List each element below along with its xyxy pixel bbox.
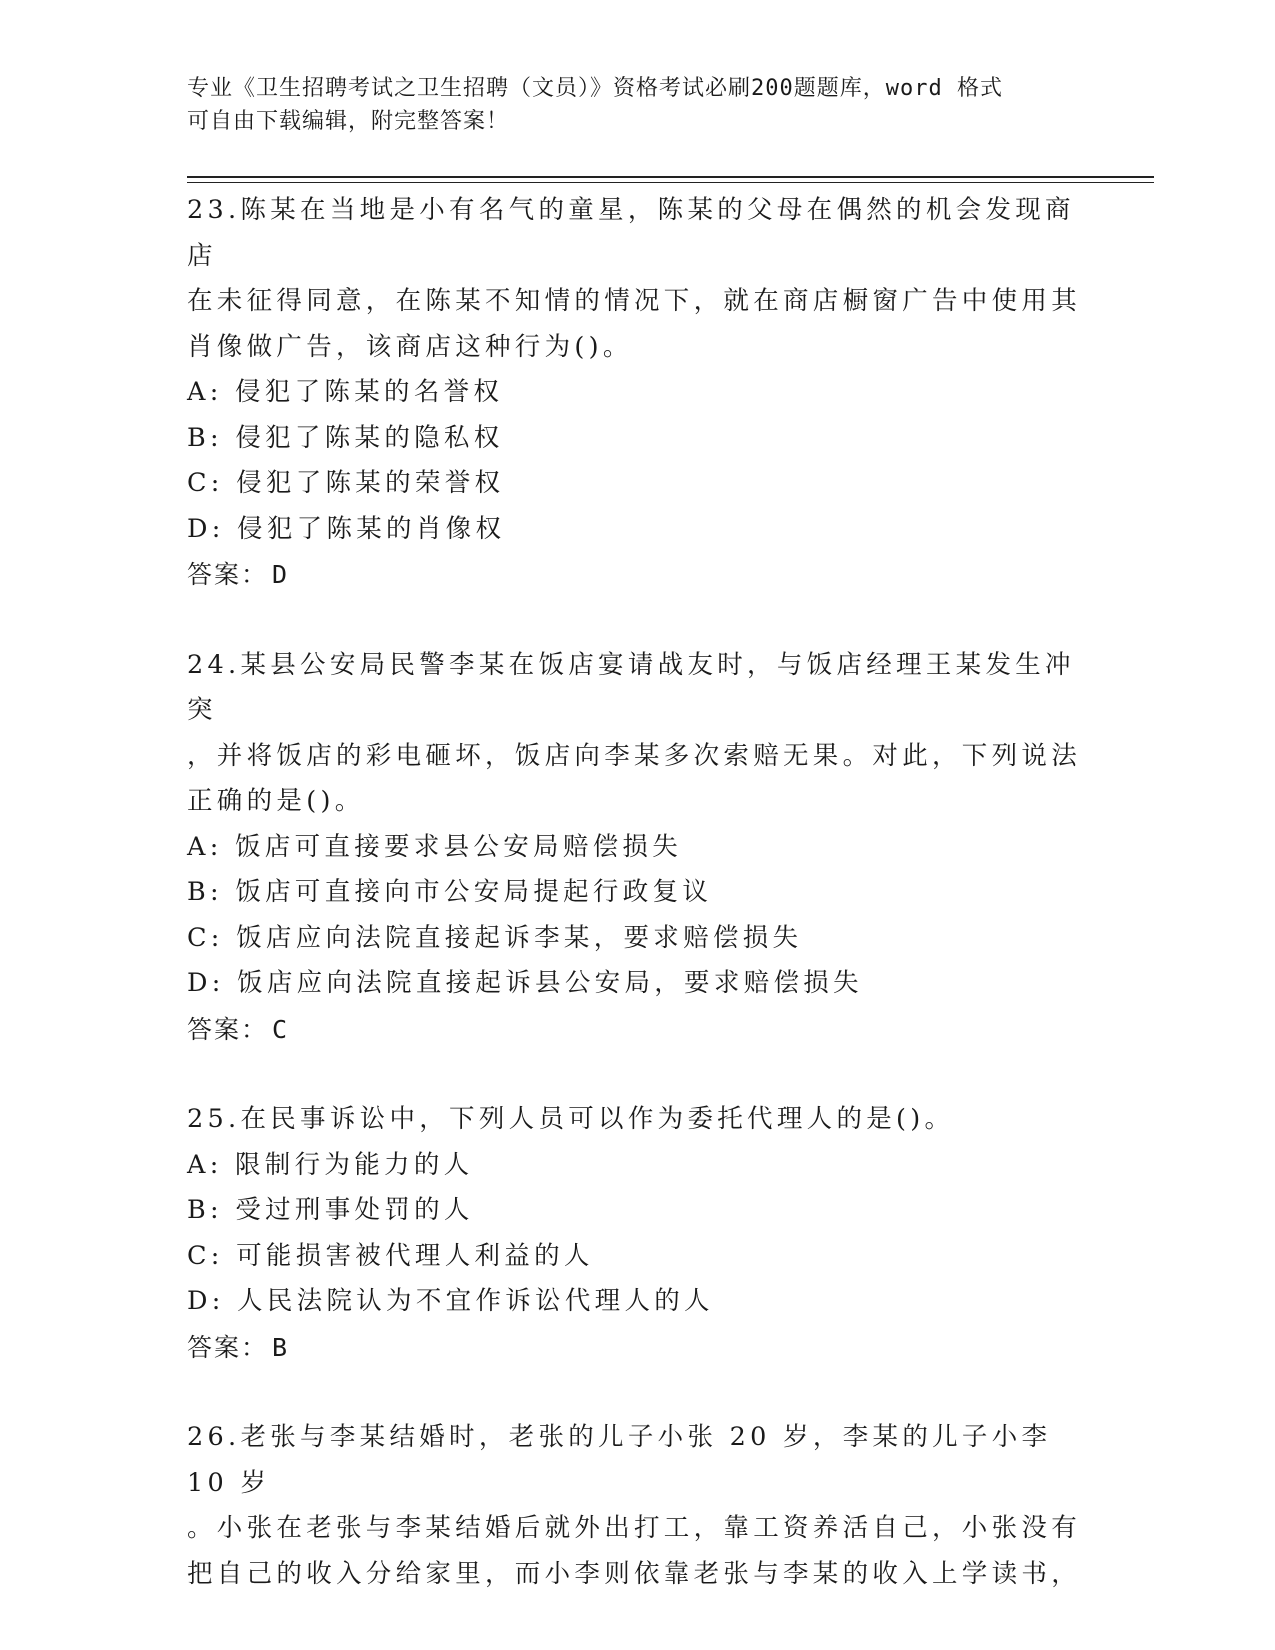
question-text-line: 。小张在老张与李某结婚后就外出打工，靠工资养活自己，小张没有	[187, 1513, 1082, 1543]
question-gap	[187, 1370, 1087, 1415]
option-b: B: 受过刑事处罚的人	[187, 1195, 474, 1225]
question-text-line: 肖像做广告，该商店这种行为()。	[187, 331, 633, 362]
question-26	[187, 1415, 1087, 1597]
answer-label: 答案：	[187, 1014, 269, 1044]
option-d: D: 饭店应向法院直接起诉县公安局，要求赔偿损失	[187, 968, 863, 998]
question-text-line: 在未征得同意，在陈某不知情的情况下，就在商店橱窗广告中使用其	[187, 286, 1082, 316]
header-line-1: 专业《卫生招聘考试之卫生招聘（文员）》资格考试必刷200题题库，word 格式	[187, 76, 1003, 101]
question-text-line: 26.老张与李某结婚时，老张的儿子小张 20 岁，李某的儿子小李 10 岁	[187, 1422, 1052, 1498]
question-text-line: 25.在民事诉讼中，下列人员可以作为委托代理人的是()。	[187, 1104, 955, 1134]
question-text-line: 把自己的收入分给家里，而小李则依靠老张与李某的收入上学读书，	[187, 1558, 1082, 1589]
question-23	[187, 188, 1087, 598]
question-text-line: 24.某县公安局民警李某在饭店宴请战友时，与饭店经理王某发生冲突	[187, 649, 1075, 725]
answer-line	[187, 552, 1087, 598]
header-rule-thick	[187, 176, 1154, 178]
question-gap	[187, 1052, 1087, 1097]
option-c: C: 侵犯了陈某的荣誉权	[187, 468, 505, 498]
question-gap	[187, 598, 1087, 643]
answer-line	[187, 1325, 1087, 1371]
answer-value: C	[272, 1014, 288, 1044]
option-b: B: 饭店可直接向市公安局提起行政复议	[187, 877, 713, 907]
answer-line	[187, 1007, 1087, 1053]
question-text-line: 正确的是()。	[187, 786, 365, 816]
header-line-2: 可自由下载编辑，附完整答案！	[187, 109, 510, 134]
answer-value: D	[272, 560, 288, 589]
option-c: C: 可能损害被代理人利益的人	[187, 1240, 594, 1271]
header-rule-thin	[187, 182, 1154, 183]
option-a: A: 限制行为能力的人	[187, 1149, 474, 1180]
answer-value: B	[272, 1332, 288, 1362]
question-text-line: 23.陈某在当地是小有名气的童星，陈某的父母在偶然的机会发现商店	[187, 195, 1075, 271]
option-c: C: 饭店应向法院直接起诉李某，要求赔偿损失	[187, 922, 803, 953]
question-24	[187, 643, 1087, 1053]
option-b: B: 侵犯了陈某的隐私权	[187, 422, 504, 453]
question-list	[187, 188, 1087, 1597]
option-d: D: 侵犯了陈某的肖像权	[187, 513, 506, 544]
option-a: A: 饭店可直接要求县公安局赔偿损失	[187, 831, 683, 862]
question-text-line: ，并将饭店的彩电砸坏，饭店向李某多次索赔无果。对此，下列说法	[187, 740, 1082, 771]
option-a: A: 侵犯了陈某的名誉权	[187, 377, 504, 407]
answer-label: 答案：	[187, 560, 269, 589]
answer-label: 答案：	[187, 1332, 269, 1362]
option-d: D: 人民法院认为不宜作诉讼代理人的人	[187, 1286, 714, 1316]
question-25	[187, 1097, 1087, 1370]
document-header	[187, 72, 1087, 138]
